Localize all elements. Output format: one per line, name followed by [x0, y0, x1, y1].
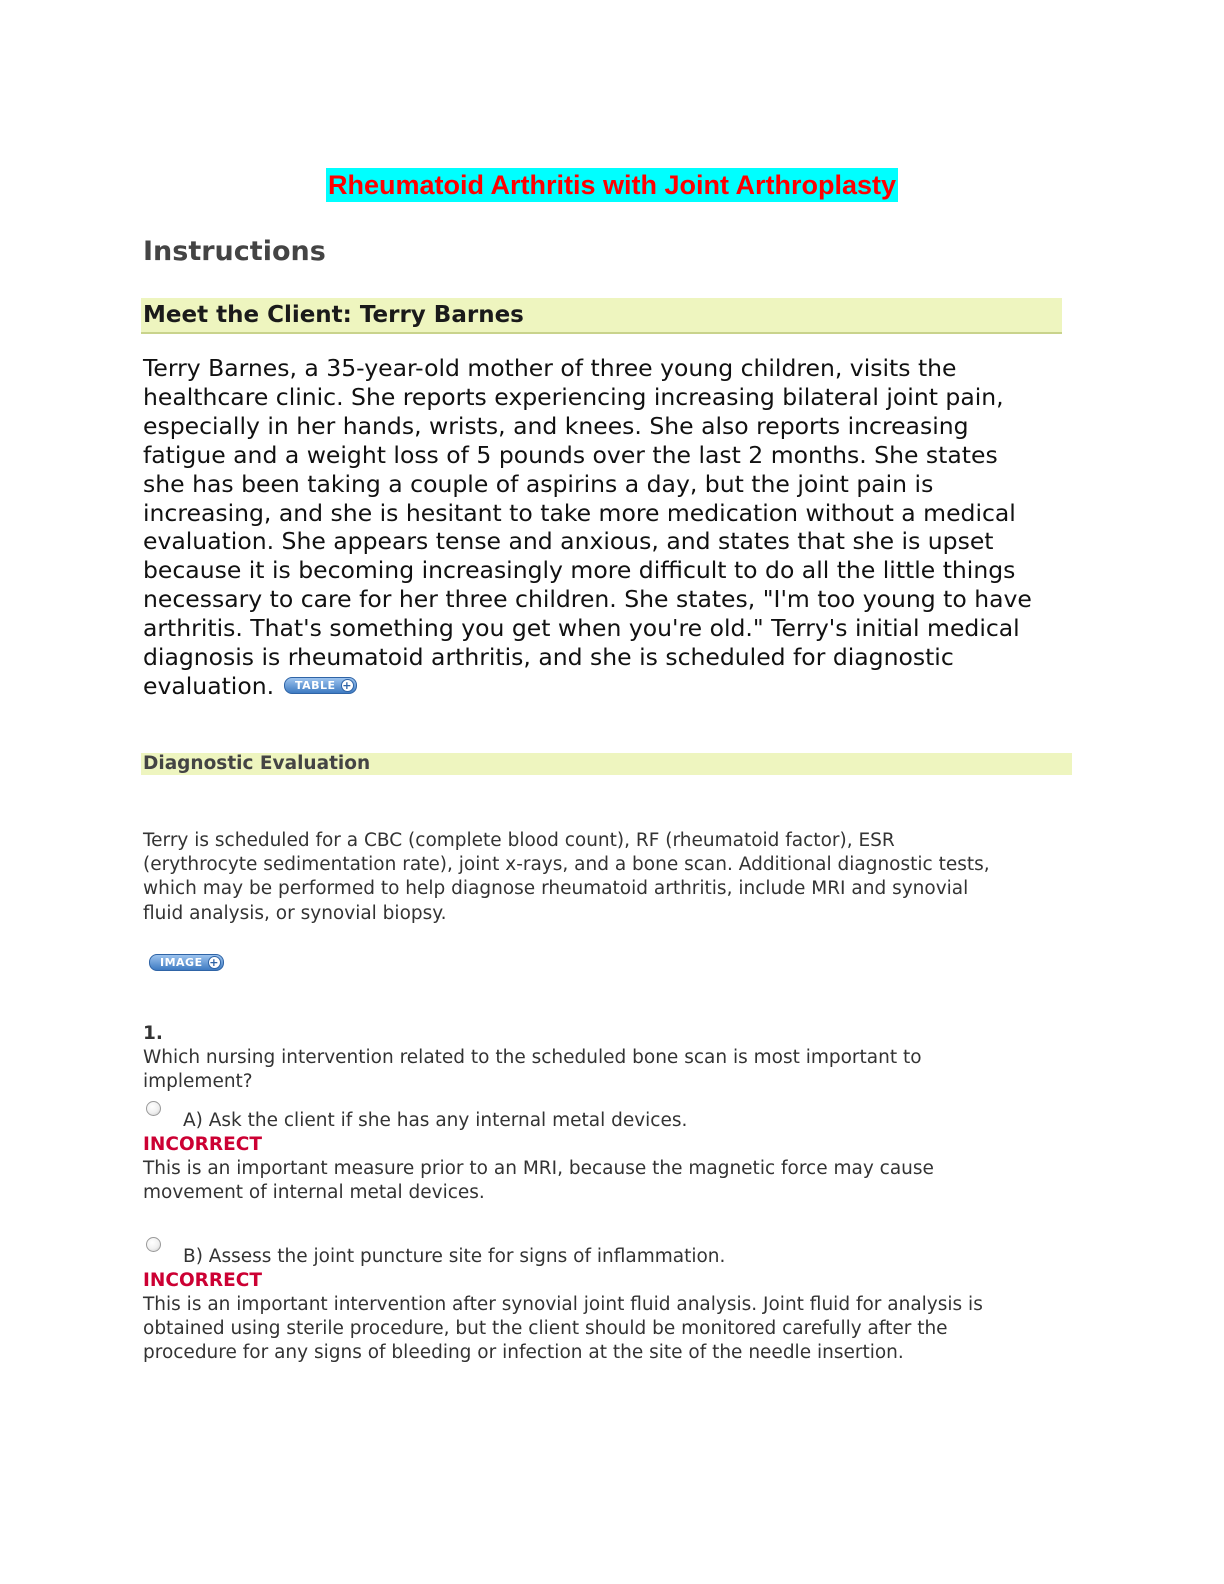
- image-button-label: IMAGE: [160, 956, 203, 969]
- option-b-label[interactable]: B) Assess the joint puncture site for signs of inflammation.: [183, 1246, 726, 1267]
- diagnostic-section-header: [141, 753, 1072, 775]
- feedback-line: movement of internal metal devices.: [143, 1182, 485, 1204]
- client-story: [143, 354, 1073, 701]
- plus-circle-icon: +: [342, 679, 352, 692]
- option-a-radio[interactable]: [146, 1101, 161, 1116]
- story-line: evaluation.: [143, 671, 275, 700]
- instructions-heading: Instructions: [143, 236, 326, 267]
- document-title: Rheumatoid Arthritis with Joint Arthroplasty: [327, 170, 896, 200]
- table-button-label: TABLE: [295, 679, 336, 692]
- story-line: especially in her hands, wrists, and knees. She also reports increasing: [143, 411, 969, 440]
- question-line: Which nursing intervention related to the scheduled bone scan is most important to: [143, 1047, 922, 1068]
- story-line: because it is becoming increasingly more difficult to do all the little things: [143, 556, 1016, 585]
- image-button[interactable]: [149, 954, 224, 971]
- question-text: [143, 1046, 922, 1094]
- story-line: increasing, and she is hesitant to take more medication without a medical: [143, 498, 1016, 527]
- option-a-label[interactable]: A) Ask the client if she has any internal metal devices.: [183, 1110, 688, 1131]
- option-a-feedback: [143, 1157, 934, 1205]
- client-section-header: [141, 298, 1062, 334]
- diagnostic-text: [143, 829, 990, 926]
- option-b-feedback: [143, 1293, 983, 1366]
- story-line: fatigue and a weight loss of 5 pounds over the last 2 months. She states: [143, 440, 998, 469]
- diagnostic-line: which may be performed to help diagnose rheumatoid arthritis, include MRI and synovial: [143, 878, 969, 900]
- question-line: implement?: [143, 1071, 253, 1093]
- story-line: evaluation. She appears tense and anxious, and states that she is upset: [143, 527, 994, 556]
- option-b-radio[interactable]: [146, 1237, 161, 1252]
- story-line: arthritis. That's something you get when you're old." Terry's initial medical: [143, 614, 1020, 643]
- feedback-line: obtained using sterile procedure, but the client should be monitored carefully after the: [143, 1318, 948, 1340]
- story-line: healthcare clinic. She reports experiencing increasing bilateral joint pain,: [143, 382, 1004, 411]
- feedback-line: procedure for any signs of bleeding or infection at the site of the needle insertion.: [143, 1342, 904, 1364]
- plus-circle-icon: +: [209, 956, 219, 969]
- diagnostic-line: Terry is scheduled for a CBC (complete blood count), RF (rheumatoid factor), ESR: [143, 830, 895, 851]
- feedback-line: This is an important intervention after synovial joint fluid analysis. Joint fluid for analysis is: [143, 1294, 983, 1315]
- story-line: necessary to care for her three children. She states, "I'm too young to have: [143, 585, 1032, 614]
- story-line: she has been taking a couple of aspirins a day, but the joint pain is: [143, 469, 934, 498]
- client-heading: Meet the Client: Terry Barnes: [143, 302, 524, 328]
- story-line: diagnosis is rheumatoid arthritis, and she is scheduled for diagnostic: [143, 643, 954, 672]
- feedback-line: This is an important measure prior to an MRI, because the magnetic force may cause: [143, 1158, 934, 1179]
- story-line: Terry Barnes, a 35-year-old mother of three young children, visits the: [143, 354, 957, 382]
- option-a-verdict: INCORRECT: [143, 1134, 262, 1155]
- table-button[interactable]: [284, 677, 357, 694]
- diagnostic-line: fluid analysis, or synovial biopsy.: [143, 902, 447, 924]
- title-container: [0, 168, 1224, 202]
- diagnostic-line: (erythrocyte sedimentation rate), joint x-rays, and a bone scan. Additional diagnostic tests,: [143, 854, 990, 876]
- diagnostic-heading: Diagnostic Evaluation: [143, 753, 371, 774]
- question-number: 1.: [143, 1023, 163, 1044]
- option-b-verdict: INCORRECT: [143, 1270, 262, 1291]
